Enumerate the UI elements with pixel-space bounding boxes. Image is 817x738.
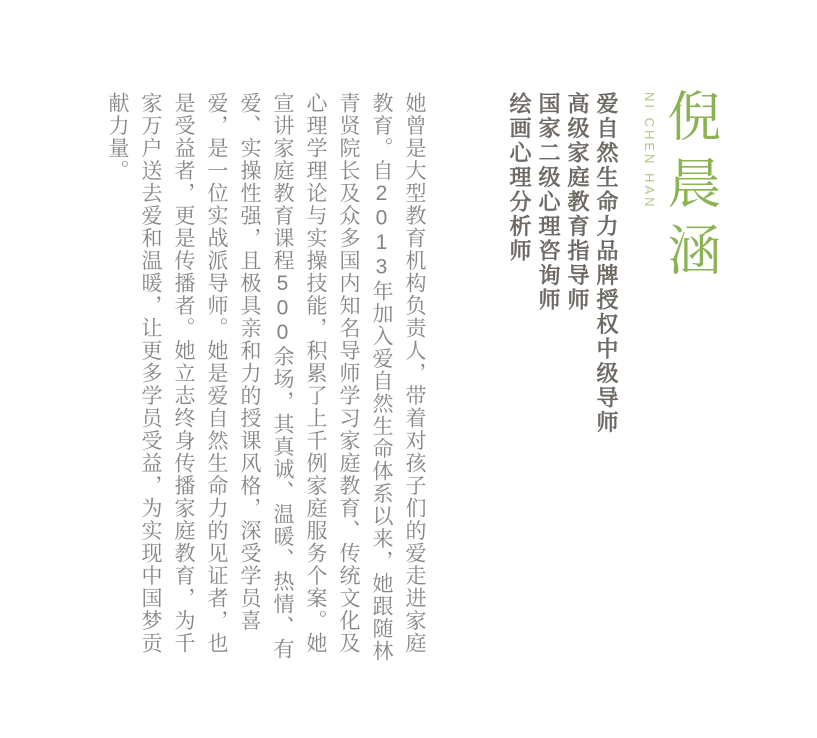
credential-item: 绘画心理分析师 bbox=[507, 92, 532, 264]
profile-name-pinyin: NI CHEN HAN bbox=[642, 92, 657, 210]
bio-column: 是受益者，更是传播者。她立志终身传播家庭教育，为千 bbox=[172, 92, 195, 655]
bio-column: 她曾是大型教育机构负责人，带着对孩子们的爱走进家庭 bbox=[403, 92, 426, 655]
bio-column: 献力量。 bbox=[106, 92, 129, 182]
bio-column: 心理学理论与实操技能，积累了上千例家庭服务个案。她 bbox=[304, 92, 327, 655]
credential-item: 国家二级心理咨询师 bbox=[536, 92, 561, 313]
bio-column: 教育。自2013年加入爱自然生命体系以来，她跟随林 bbox=[370, 92, 393, 663]
credentials-list bbox=[505, 92, 621, 435]
bio-column: 青贤院长及众多国内知名导师学习家庭教育、传统文化及 bbox=[337, 92, 360, 655]
credential-item: 爱自然生命力品牌授权中级导师 bbox=[594, 92, 619, 435]
bio-column: 宣讲家庭教育课程500余场，其真诚、温暖、热情、有 bbox=[271, 92, 294, 661]
bio-column: 家万户送去爱和温暖，让更多学员受益，为实现中国梦贡 bbox=[139, 92, 162, 655]
profile-name: 倪晨涵 bbox=[659, 88, 722, 289]
biography-paragraph bbox=[101, 92, 431, 663]
bio-column: 爱，是一位实战派导师。她是爱自然生命力的见证者，也 bbox=[205, 92, 228, 655]
bio-column: 爱、实操性强，且极具亲和力的授课风格，深受学员喜 bbox=[238, 92, 261, 632]
credential-item: 高级家庭教育指导师 bbox=[565, 92, 590, 313]
